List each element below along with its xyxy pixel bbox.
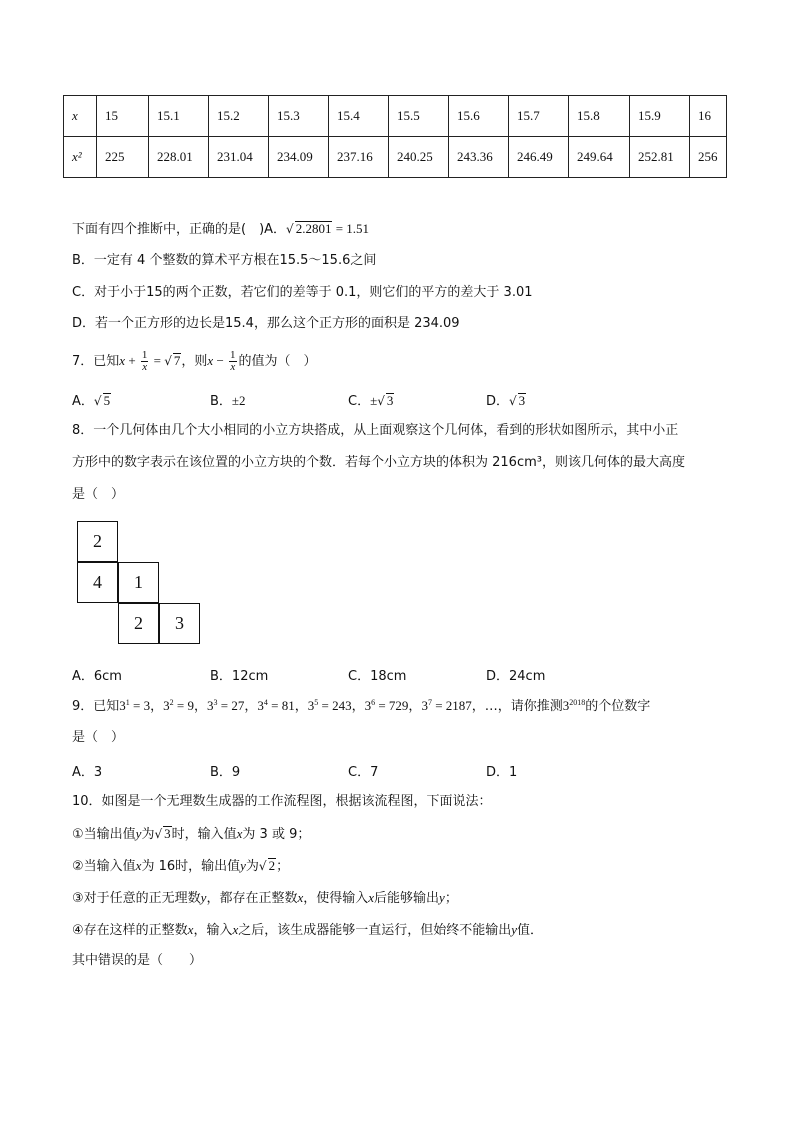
grid-cell: 1 xyxy=(118,562,159,603)
option-label: D． xyxy=(486,394,510,409)
table-cell: 15.5 xyxy=(389,96,449,137)
radical-sign: √ xyxy=(154,827,163,841)
table-header-x2: x² xyxy=(64,137,97,178)
q6-option-b: B．一定有 4 个整数的算术平方根在15.5～15.6之间 xyxy=(72,253,377,268)
q9-ellipsis: ，…，请你推测 xyxy=(471,699,563,714)
q6-optA-radicand: 2.2801 xyxy=(295,221,332,236)
var-y: y xyxy=(439,890,445,905)
var-x: x xyxy=(119,353,126,368)
table-cell: 15.2 xyxy=(209,96,269,137)
table-row-x2 xyxy=(64,137,727,178)
q10-statement-4: ④存在这样的正整数x，输入x之后，该生成器能够一直运行，但始终不能输出y值． xyxy=(72,922,544,938)
table-cell: 15.1 xyxy=(149,96,209,137)
option-value: ±2 xyxy=(231,393,246,408)
option-label: C． xyxy=(348,394,371,409)
table-cell: 256 xyxy=(690,137,727,178)
q6-stem xyxy=(72,220,369,239)
q9-option-a: A．3 xyxy=(72,765,103,780)
table-row-x xyxy=(64,96,727,137)
option-label: B． xyxy=(210,394,232,409)
var-y: y xyxy=(200,890,207,905)
var-x: x xyxy=(236,826,243,841)
radical-sign: √ xyxy=(164,354,172,368)
q8-line-2: 方形中的数字表示在该位置的小立方块的个数．若每个小立方块的体积为 216cm³，则该几何体的最大高度 xyxy=(72,455,685,470)
table-cell: 234.09 xyxy=(269,137,329,178)
q9-suffix: 的个位数字 xyxy=(585,699,651,714)
q9-option-b: B．9 xyxy=(210,765,241,780)
table-header-x: x xyxy=(64,96,97,137)
table-cell: 249.64 xyxy=(569,137,630,178)
q9-item: $3^7 = 2187$ xyxy=(421,698,472,713)
grid-cell: 4 xyxy=(77,562,118,603)
q10-line-1: 10．如图是一个无理数生成器的工作流程图，根据该流程图，下面说法： xyxy=(72,794,492,809)
option-sign: ± xyxy=(370,393,378,408)
radical-sign: √ xyxy=(93,394,102,408)
q9-prefix: 9．已知 xyxy=(72,699,120,714)
table-cell: 15.8 xyxy=(569,96,630,137)
q9-line-2: 是（ ） xyxy=(72,730,125,745)
table-cell: 15.6 xyxy=(449,96,509,137)
q10-last-line: 其中错误的是（ ） xyxy=(72,953,203,968)
q7-eq: = xyxy=(150,353,165,368)
q8-option-c: C．18cm xyxy=(348,669,407,684)
radical-sign: √ xyxy=(377,394,385,408)
q8-option-b: B．12cm xyxy=(210,669,269,684)
q9-item: $3^1 = 3$ xyxy=(119,698,151,713)
q9-option-c: C．7 xyxy=(348,765,379,780)
q7-mid: ，则 xyxy=(181,354,208,369)
q7-option-c xyxy=(348,390,394,409)
table-cell: 246.49 xyxy=(509,137,569,178)
q7-option-a xyxy=(72,390,111,409)
table-cell: 15.9 xyxy=(630,96,690,137)
q8-line-1: 8．一个几何体由几个大小相同的小立方块搭成，从上面观察这个几何体，看到的形状如图所示，其中小正 xyxy=(72,423,679,438)
q8-option-a: A．6cm xyxy=(72,669,122,684)
table-cell: 15 xyxy=(97,96,149,137)
q9-item: $3^5 = 243$ xyxy=(307,698,352,713)
cube-top-view-grid xyxy=(77,521,203,647)
q9-item: $3^4 = 81$ xyxy=(257,698,295,713)
grid-cell: 2 xyxy=(118,603,159,644)
var-x: x xyxy=(232,922,239,937)
frac-num: 1 xyxy=(230,349,236,361)
q6-option-d: D．若一个正方形的边长是15.4，那么这个正方形的面积是 234.09 xyxy=(72,316,460,331)
option-radicand: 5 xyxy=(103,393,111,408)
q10-statement-3: ③对于任意的正无理数y，都存在正整数x，使得输入x后能够输出y； xyxy=(72,890,458,906)
var-y: y xyxy=(240,858,246,873)
var-y: y xyxy=(511,922,518,937)
var-y: y xyxy=(135,826,142,841)
q9-item: $3^6 = 729$ xyxy=(364,698,409,713)
var-x: x xyxy=(187,922,194,937)
grid-cell: 3 xyxy=(159,603,200,644)
q8-line-3: 是（ ） xyxy=(72,487,125,502)
q7-radicand: 7 xyxy=(173,353,181,368)
option-radicand: 3 xyxy=(518,393,526,408)
q9-power: $3^{2018}$ xyxy=(562,698,586,713)
squares-table xyxy=(63,95,727,178)
q10-statement-1: ①当输出值y为√ 3时，输入值x为 3 或 9； xyxy=(72,826,311,842)
fraction-1-over-x xyxy=(141,350,149,373)
q6-optA-rest: = 1.51 xyxy=(332,221,370,236)
var-x: x xyxy=(297,890,304,905)
var-x: x xyxy=(207,353,214,368)
table-cell: 240.25 xyxy=(389,137,449,178)
table-cell: 15.4 xyxy=(329,96,389,137)
q7-suffix: 的值为（ ） xyxy=(238,354,317,369)
radical-sign: √ xyxy=(509,394,517,408)
var-x: x xyxy=(368,890,375,905)
q6-option-c: C．对于小于15的两个正数，若它们的差等于 0.1，则它们的平方的差大于 3.01 xyxy=(72,285,533,300)
q7-option-d xyxy=(486,390,526,409)
radical-sign: √ xyxy=(258,859,267,873)
table-cell: 15.3 xyxy=(269,96,329,137)
q7-minus: − xyxy=(213,353,228,368)
radical-sign: √ xyxy=(286,222,294,236)
table-cell: 225 xyxy=(97,137,149,178)
q9-item: $3^2 = 9$ xyxy=(163,698,194,713)
table-cell: 252.81 xyxy=(630,137,690,178)
table-cell: 243.36 xyxy=(449,137,509,178)
frac-num: 1 xyxy=(141,349,148,361)
table-cell: 231.04 xyxy=(209,137,269,178)
frac-den: x xyxy=(142,361,148,373)
q8-option-d: D．24cm xyxy=(486,669,546,684)
q10-statement-2: ②当输入值x为 16时，输出值y为√ 2； xyxy=(72,858,290,874)
option-radicand: 3 xyxy=(386,393,394,408)
table-cell: 16 xyxy=(690,96,727,137)
q9-stem: 9．已知$3^1 = 3$，$3^2 = 9$，$3^3 = 27$，$3^4 = 81$，$3^5 = 243$，$3^6 = 729$，$3^7 = 2187$，…，请你推测$3^{2018}$的个位数字 xyxy=(72,698,651,714)
q7-stem xyxy=(72,347,317,376)
q6-stem-text: 下面有四个推断中，正确的是( )A． xyxy=(72,222,287,237)
frac-den: x xyxy=(230,361,236,373)
fraction-1-over-x xyxy=(229,350,237,373)
table-cell: 237.16 xyxy=(329,137,389,178)
q7-prefix: 7．已知 xyxy=(72,354,120,369)
q9-item: $3^3 = 27$ xyxy=(207,698,245,713)
q7-plus: + xyxy=(125,353,139,368)
table-cell: 228.01 xyxy=(149,137,209,178)
option-label: A． xyxy=(72,394,94,409)
grid-cell: 2 xyxy=(77,521,118,562)
table-cell: 15.7 xyxy=(509,96,569,137)
q7-option-b xyxy=(210,390,246,409)
q9-option-d: D．1 xyxy=(486,765,518,780)
var-x: x xyxy=(135,858,142,873)
